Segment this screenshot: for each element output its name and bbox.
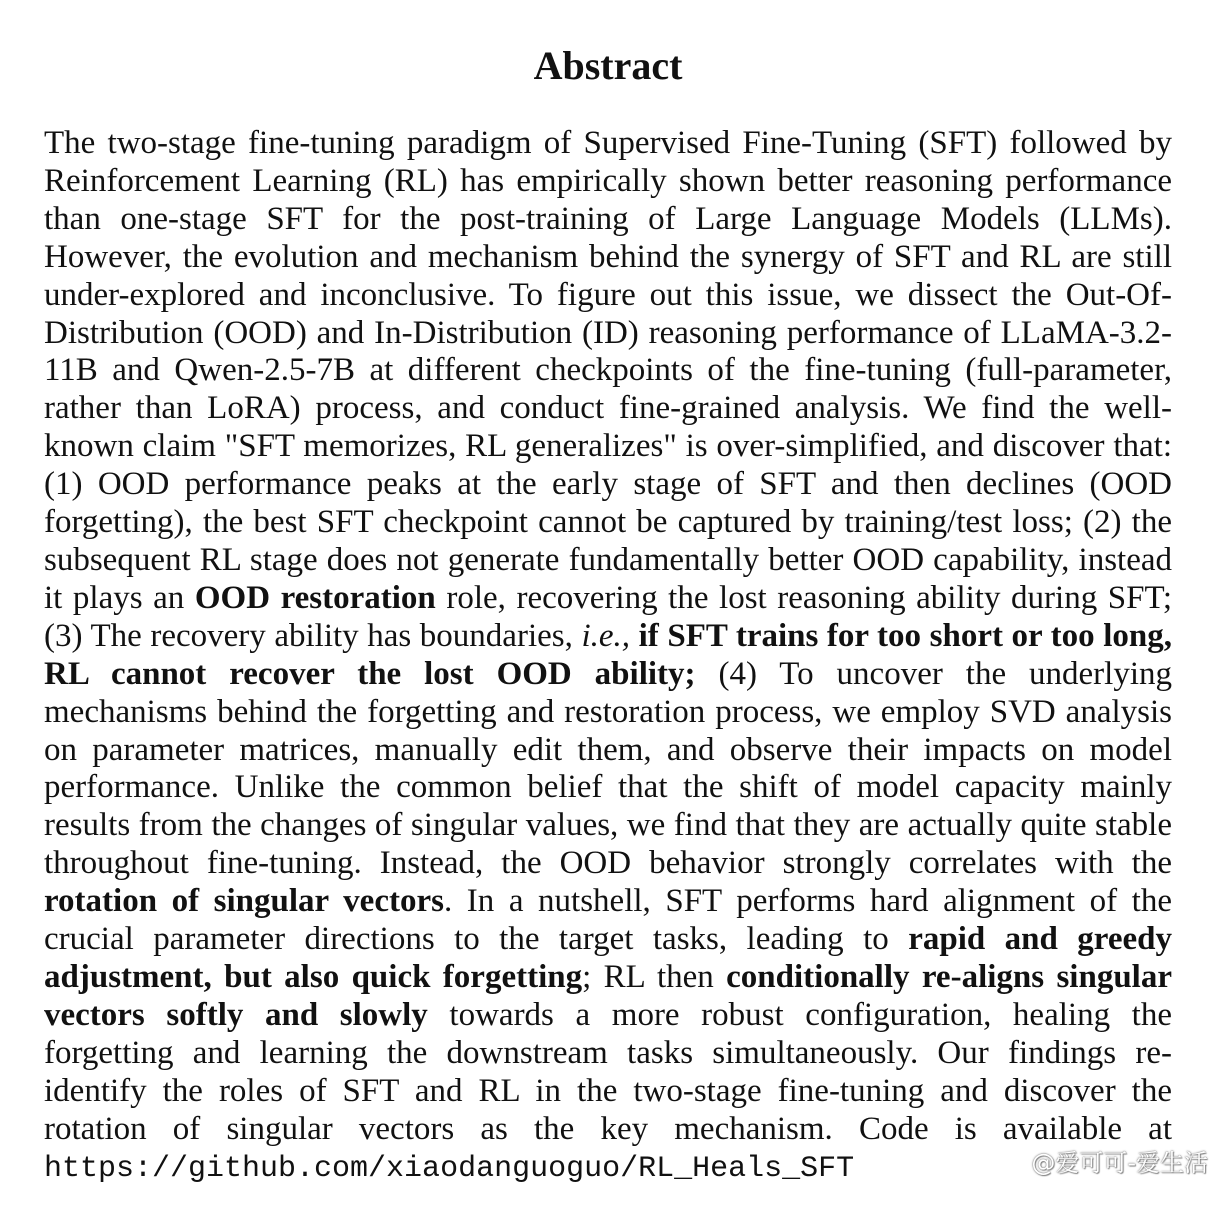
abstract-text	[630, 618, 639, 654]
abstract-heading: Abstract	[533, 43, 683, 88]
bold-conditional-realignment: conditionally re-aligns singular vectors softly and slowly	[44, 958, 1172, 1033]
bold-rapid-greedy-adjustment: rapid and greedy adjustment, but also quick forgetting	[44, 921, 1172, 995]
bold-rotation-of-singular-vectors: rotation of singular vectors	[44, 883, 444, 920]
abstract-text: ; RL then	[582, 958, 727, 995]
abstract-text: role, recovering the lost reasoning ability during SFT; (3) The recovery ability has boundaries,	[44, 579, 1172, 654]
italic-ie: i.e.,	[581, 617, 631, 654]
weibo-watermark: @爱可可-爱生活	[1031, 1149, 1208, 1177]
abstract-text: (4) To uncover the underlying mechanisms behind the forgetting and restoration process, we employ SVD analysis on parameter matrices, manually edit them, and observe their impacts on model performance. Unlike the common belief that the shift of model capacity mainly results from the changes of singular values, we find that they are actually quite stable throughout fine-tuning. Instead, the OOD behavior strongly correlates with the	[44, 655, 1172, 882]
abstract-paragraph	[44, 125, 1172, 1189]
abstract-text: The two-stage fine-tuning paradigm of Supervised Fine-Tuning (SFT) followed by Reinforcement Learning (RL) has empirically shown better reasoning performance than one-stage SFT for the post-training of Large Language Models (LLMs). However, the evolution and mechanism behind the synergy of SFT and RL are still under-explored and inconclusive. To figure out this issue, we dissect the Out-Of-Distribution (OOD) and In-Distribution (ID) reasoning performance of LLaMA-3.2-11B and Qwen-2.5-7B at different checkpoints of the fine-tuning (full-parameter, rather than LoRA) process, and conduct fine-grained analysis. We find the well-known claim "SFT memorizes, RL generalizes" is over-simplified, and discover that: (1) OOD performance peaks at the early stage of SFT and then declines (OOD forgetting), the best SFT checkpoint cannot be captured by training/test loss; (2) the subsequent RL stage does not generate fundamentally better OOD capability, instead it plays an	[44, 125, 1172, 616]
abstract-text: . In a nutshell, SFT performs hard alignment of the crucial parameter directions to the target tasks, leading to	[44, 883, 1172, 958]
bold-boundary-claim: if SFT trains for too short or too long, RL cannot recover the lost OOD ability;	[44, 617, 1172, 692]
bold-ood-restoration: OOD restoration	[194, 579, 436, 616]
abstract-text: towards a more robust configuration, healing the forgetting and learning the downstream tasks simultaneously. Our findings re-identify the roles of SFT and RL in the two-stage fine-tuning and discover the rotation of singular vectors as the key mechanism. Code is available at	[44, 996, 1172, 1147]
code-url-link[interactable]: https://github.com/xiaodanguoguo/RL_Heals_SFT	[44, 1152, 855, 1187]
